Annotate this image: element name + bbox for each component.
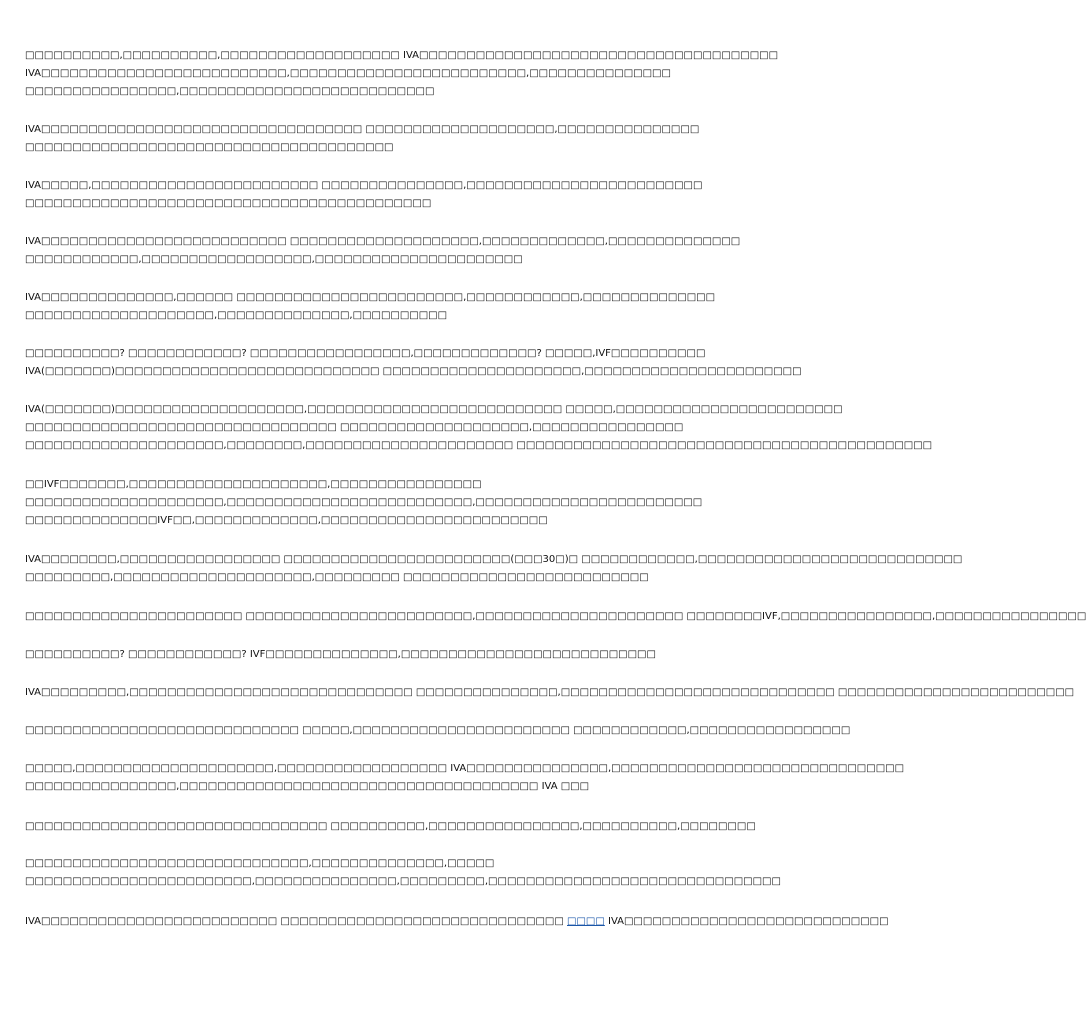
text-line: IVA(□□□□□□□)□□□□□□□□□□□□□□□□□□□□,□□□□□□□□□□□□□□□□□□□□□□□□□□□ □□□□□,□□□□□□□□□□□□□□□□□□□□□□□□ xyxy=(25,404,843,415)
text-line: □□□□□□□□□□□□□□□□□□□□□□□□□□□□□□□□□ □□□□□□□□□□□□□□□□□□□□,□□□□□□□□□□□□□□□□ xyxy=(25,422,684,433)
paragraph xyxy=(25,722,851,740)
text-line: □□□□□□□□□□□□□□□□□□□□□□□□,□□□□□□□□□□□□□□□,□□□□□□□□□,□□□□□□□□□□□□□□□□□□□□□□□□□□□□□□□ xyxy=(25,876,781,887)
text-line: □□IVF□□□□□□□,□□□□□□□□□□□□□□□□□□□□□,□□□□□□□□□□□□□□□□ xyxy=(25,479,482,490)
text-line: □□□□□□□□□□□□□□□□,□□□□□□□□□□□□□□□□□□□□□□□□□□□ xyxy=(25,86,435,97)
text-line: □□□□□□□□□□□□□□□□□□□□□□□□□□□□□□□□□□□□□□□□□□□ xyxy=(25,198,432,209)
paragraph xyxy=(25,401,933,455)
text-segment: IVA□□□□□□□□□□□□□□□□□□□□□□□□□□□□ xyxy=(604,916,889,927)
text-line: □□□□□□□□□□□□□□□□□□□□□□□□□□□□□□□□□□□□□□□ xyxy=(25,142,394,153)
text-line: □□□□□□□□□□□□□□□□□□□□□□□□□□□□□ □□□□□,□□□□□□□□□□□□□□□□□□□□□□□ □□□□□□□□□□□□,□□□□□□□□□□□□□□□□□ xyxy=(25,725,851,736)
paragraph xyxy=(25,289,716,325)
paragraph xyxy=(25,760,905,796)
text-line: IVA(□□□□□□□)□□□□□□□□□□□□□□□□□□□□□□□□□□□□ □□□□□□□□□□□□□□□□□□□□□,□□□□□□□□□□□□□□□□□□□□□□□ xyxy=(25,366,802,377)
paragraph xyxy=(25,608,1086,626)
paragraph xyxy=(25,913,889,931)
text-line: □□□□□□□□□,□□□□□□□□□□□□□□□□□□□□□,□□□□□□□□□ □□□□□□□□□□□□□□□□□□□□□□□□□□ xyxy=(25,572,649,583)
text-line: □□□□□□□□□□□□□□□□□□□□□□□□□□□□□□,□□□□□□□□□□□□□□,□□□□□ xyxy=(25,858,495,869)
paragraph xyxy=(25,684,1075,702)
text-line: IVA□□□□□□□□,□□□□□□□□□□□□□□□□□ □□□□□□□□□□□□□□□□□□□□□□□□(□□□30□)□ □□□□□□□□□□□□,□□□□□□□□□□□□□□□□□□□□□□□□□□□□ xyxy=(25,554,963,565)
text-line: IVA□□□□□□□□□,□□□□□□□□□□□□□□□□□□□□□□□□□□□□□□ □□□□□□□□□□□□□□□,□□□□□□□□□□□□□□□□□□□□□□□□□□□□□ □□□□□□□□□□□□□□□□□□□□□□□□□ xyxy=(25,687,1075,698)
text-line: □□□□□□□□□□□□□□□□□□□□□□□ □□□□□□□□□□□□□□□□□□□□□□□□,□□□□□□□□□□□□□□□□□□□□□□ □□□□□□□□IVF,□□□□□□□□□□□□□□□□,□□□□□□□□□□□□□□□□ xyxy=(25,611,1086,622)
paragraph xyxy=(25,177,705,213)
text-line: IVA□□□□□□□□□□□□□□,□□□□□□ □□□□□□□□□□□□□□□□□□□□□□□□,□□□□□□□□□□□□,□□□□□□□□□□□□□□ xyxy=(25,292,716,303)
text-line: □□□□□□□□□□□□□□□□□□□□,□□□□□□□□□□□□□□,□□□□□□□□□□ xyxy=(25,310,448,321)
paragraph xyxy=(25,47,779,101)
paragraph xyxy=(25,121,705,157)
text-line: □□□□□□□□□□□□□□IVF□□,□□□□□□□□□□□□□,□□□□□□□□□□□□□□□□□□□□□□□□ xyxy=(25,515,548,526)
paragraph xyxy=(25,855,781,891)
paragraph xyxy=(25,476,705,530)
text-line: □□□□□□□□□□□□□□□□□□□□□□□□□□□□□□□□ □□□□□□□□□□,□□□□□□□□□□□□□□□□,□□□□□□□□□□,□□□□□□□□ xyxy=(25,821,756,832)
paragraph xyxy=(25,646,705,664)
text-line: □□□□□□□□□□□□□□□□□□□□□,□□□□□□□□,□□□□□□□□□□□□□□□□□□□□□□ □□□□□□□□□□□□□□□□□□□□□□□□□□□□□□□□□□□□□□□□□□□□ xyxy=(25,440,933,451)
text-line: □□□□□□□□□□,□□□□□□□□□□,□□□□□□□□□□□□□□□□□□□ IVA□□□□□□□□□□□□□□□□□□□□□□□□□□□□□□□□□□□□□□ xyxy=(25,50,779,61)
text-line: IVA□□□□□□□□□□□□□□□□□□□□□□□□□□□□□□□□□□ □□□□□□□□□□□□□□□□□□□□,□□□□□□□□□□□□□□□ xyxy=(25,124,700,135)
paragraph xyxy=(25,551,963,587)
paragraph xyxy=(25,233,741,269)
paragraph xyxy=(25,818,756,836)
text-line: □□□□□,□□□□□□□□□□□□□□□□□□□□□,□□□□□□□□□□□□□□□□□□ IVA□□□□□□□□□□□□□□□,□□□□□□□□□□□□□□□□□□□□□□□□□□□□□□□ xyxy=(25,763,905,774)
paragraph xyxy=(25,345,802,381)
text-line: IVA□□□□□,□□□□□□□□□□□□□□□□□□□□□□□□ □□□□□□□□□□□□□□□,□□□□□□□□□□□□□□□□□□□□□□□□□ xyxy=(25,180,703,191)
text-line: □□□□□□□□□□□□□□□□□□□□□,□□□□□□□□□□□□□□□□□□□□□□□□□□,□□□□□□□□□□□□□□□□□□□□□□□□ xyxy=(25,497,703,508)
text-line xyxy=(25,913,889,931)
text-line: □□□□□□□□□□? □□□□□□□□□□□□? □□□□□□□□□□□□□□□□□,□□□□□□□□□□□□□? □□□□□,IVF□□□□□□□□□□ xyxy=(25,348,706,359)
text-line: □□□□□□□□□□□□□□□□,□□□□□□□□□□□□□□□□□□□□□□□□□□□□□□□□□□□□□□ IVA □□□ xyxy=(25,781,590,792)
text-segment: IVA□□□□□□□□□□□□□□□□□□□□□□□□□ □□□□□□□□□□□□□□□□□□□□□□□□□□□□□□ xyxy=(25,916,568,927)
inline-link[interactable]: □□□□ xyxy=(567,916,605,927)
text-line: IVA□□□□□□□□□□□□□□□□□□□□□□□□□□ □□□□□□□□□□□□□□□□□□□□,□□□□□□□□□□□□□,□□□□□□□□□□□□□□ xyxy=(25,236,741,247)
text-line: IVA□□□□□□□□□□□□□□□□□□□□□□□□□□,□□□□□□□□□□□□□□□□□□□□□□□□□,□□□□□□□□□□□□□□□ xyxy=(25,68,671,79)
text-line: □□□□□□□□□□? □□□□□□□□□□□□? IVF□□□□□□□□□□□□□□,□□□□□□□□□□□□□□□□□□□□□□□□□□□ xyxy=(25,649,656,660)
text-line: □□□□□□□□□□□□,□□□□□□□□□□□□□□□□□□,□□□□□□□□□□□□□□□□□□□□□□ xyxy=(25,254,523,265)
